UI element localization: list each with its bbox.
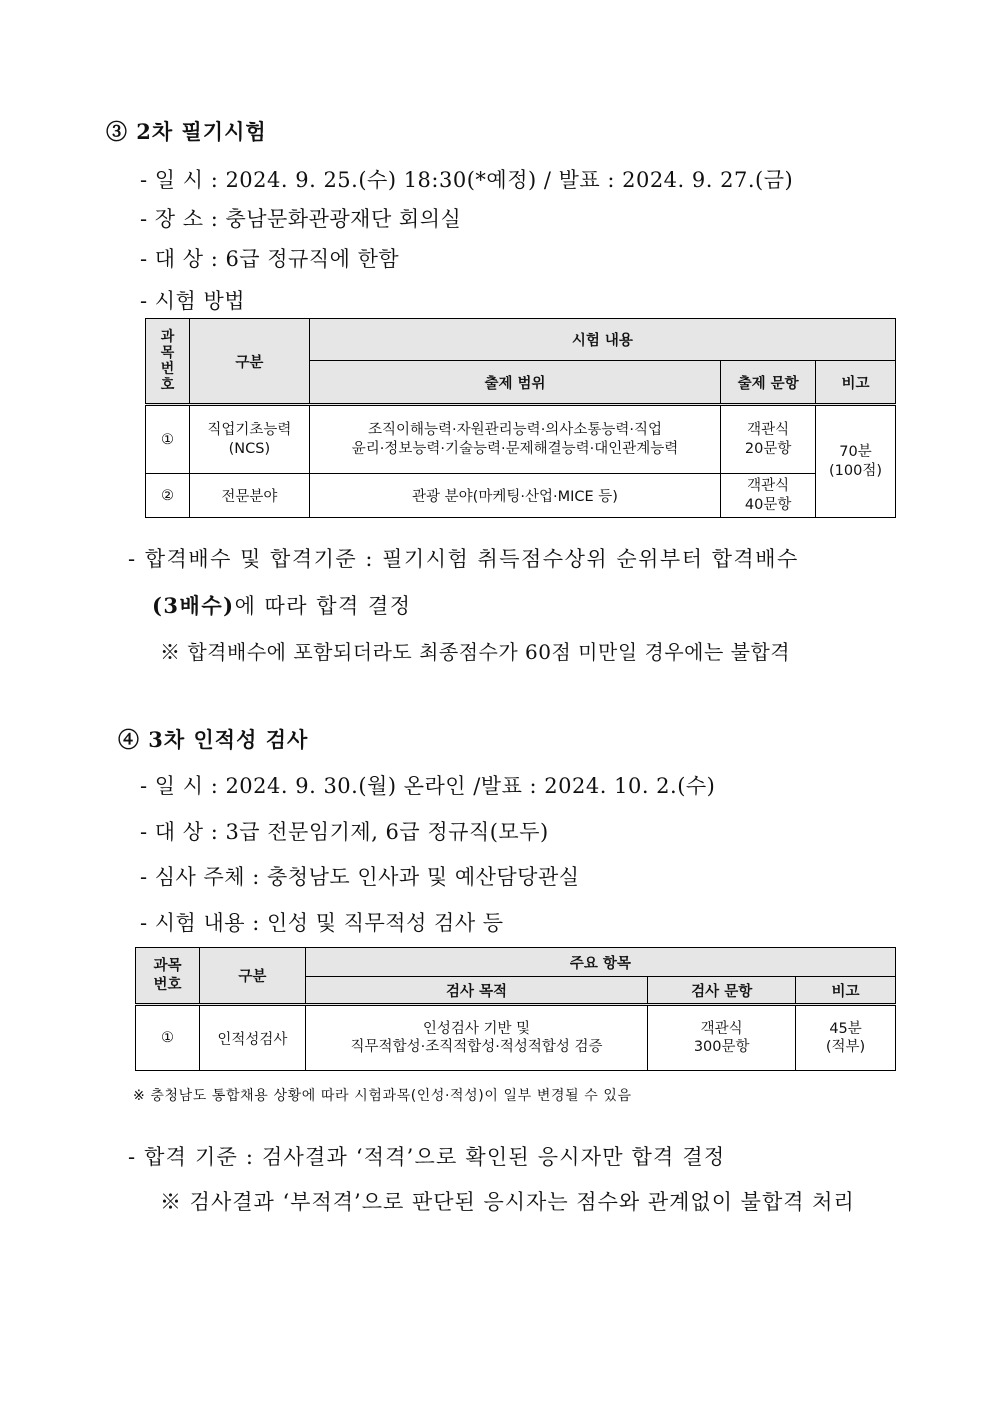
header-purpose: 검사 목적 [305,977,648,1005]
sec3-place-line: - 장 소 : 충남문화관광재단 회의실 [140,207,462,231]
row2-category: 전문분야 [189,474,309,518]
header-subject-no: 과목번호 [146,319,190,405]
row-category: 인적성검사 [199,1005,305,1071]
row-no: ① [136,1005,200,1071]
header-items: 출제 문항 [721,361,816,405]
row1-scope: 조직이해능력·자원관리능력·의사소통능력·직업 윤리·정보능력·기술능력·문제해결능력·대인관계능력 [309,405,720,474]
sec3-method-line: - 시험 방법 [140,289,246,313]
row-remark: 45분 (적부) [796,1005,896,1071]
sec4-body-line: - 심사 주체 : 충청남도 인사과 및 예산담당관실 [140,865,580,889]
sec4-target-line: - 대 상 : 3급 전문임기제, 6급 정규직(모두) [140,820,549,844]
row2-items: 객관식 40문항 [721,474,816,518]
section4-heading: ④ 3차 인적성 검사 [118,727,309,752]
aptitude-table [135,947,896,1071]
sec3-pass-line2: (3배수)에 따라 합격 결정 [152,593,412,618]
sec4-content-line: - 시험 내용 : 인성 및 직무적성 검사 등 [140,911,504,935]
header-category: 구분 [199,948,305,1005]
aptitude-table-note: ※ 충청남도 통합채용 상황에 따라 시험과목(인성·적성)이 일부 변경될 수 있음 [133,1088,632,1104]
row2-no: ② [146,474,190,518]
table-row [146,474,896,518]
sec4-date-line: - 일 시 : 2024. 9. 30.(월) 온라인 /발표 : 2024. 10. 2.(수) [140,774,716,798]
sec4-note: ※ 검사결과 ‘부적격’으로 판단된 응시자는 점수와 관계없이 불합격 처리 [160,1190,855,1214]
header-remark: 비고 [796,977,896,1005]
row-purpose: 인성검사 기반 및 직무적합성·조직적합성·적성적합성 검증 [305,1005,648,1071]
pass-multiplier: (3배수) [152,593,235,618]
header-subject-no: 과목 번호 [136,948,200,1005]
header-content: 시험 내용 [309,319,895,361]
row1-category: 직업기초능력 (NCS) [189,405,309,474]
row2-scope: 관광 분야(마케팅·산업·MICE 등) [309,474,720,518]
sec3-note: ※ 합격배수에 포함되더라도 최종점수가 60점 미만일 경우에는 불합격 [160,640,791,664]
sec3-date-line: - 일 시 : 2024. 9. 25.(수) 18:30(*예정) / 발표 : 2024. 9. 27.(금) [140,168,794,192]
header-remark: 비고 [816,361,896,405]
header-main-items: 주요 항목 [305,948,895,977]
row1-no: ① [146,405,190,474]
sec3-pass-line1: - 합격배수 및 합격기준 : 필기시험 취득점수상위 순위부터 합격배수 [128,547,799,571]
table-row [136,1005,896,1071]
sec4-pass-line: - 합격 기준 : 검사결과 ‘적격’으로 확인된 응시자만 합격 결정 [128,1145,726,1169]
section3-heading: ③ 2차 필기시험 [106,119,267,144]
remark-cell: 70분 (100점) [816,405,896,518]
header-items: 검사 문항 [648,977,796,1005]
row1-items: 객관식 20문항 [721,405,816,474]
row-items: 객관식 300문항 [648,1005,796,1071]
sec3-target-line: - 대 상 : 6급 정규직에 한함 [140,247,400,271]
header-category: 구분 [189,319,309,405]
table-row [146,405,896,474]
written-exam-table [145,318,896,518]
header-scope: 출제 범위 [309,361,720,405]
